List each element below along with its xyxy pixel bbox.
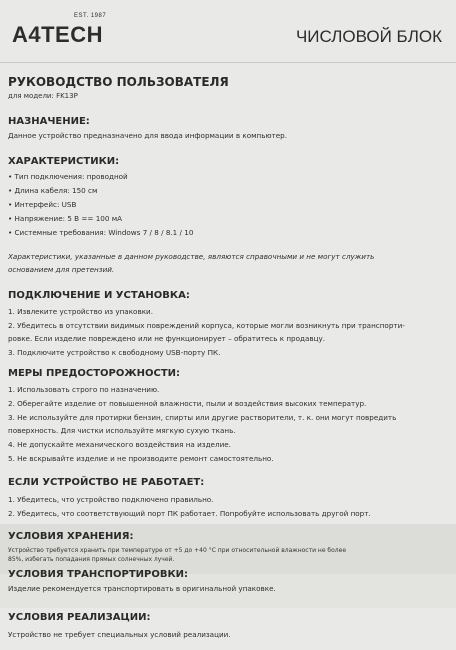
transport-heading: УСЛОВИЯ ТРАНСПОРТИРОВКИ: [8,569,189,580]
precaution-line: 3. Не используйте для протирки бензин, спирты или другие растворители, т. к. они могут повредить [8,413,397,422]
spec-item: • Напряжение: 5 В == 100 мА [8,214,122,223]
purpose-heading: НАЗНАЧЕНИЕ: [8,116,90,127]
purpose-text: Данное устройство предназначено для ввода информации в компьютер. [8,131,287,140]
troubleshoot-line: 1. Убедитесь, что устройство подключено правильно. [8,495,214,504]
spec-item: • Системные требования: Windows 7 / 8 / 8.1 / 10 [8,228,193,237]
precaution-line: 5. Не вскрывайте изделие и не производите ремонт самостоятельно. [8,454,274,463]
storage-heading: УСЛОВИЯ ХРАНЕНИЯ: [8,531,134,542]
precaution-line: 2. Оберегайте изделие от повышенной влажности, пыли и воздействия высоких температур. [8,399,367,408]
logo-text: A4TECH [12,22,104,47]
install-line: 2. Убедитесь в отсутствии видимых повреждений корпуса, которые могли возникнуть при транспорти- [8,321,405,330]
spec-item: • Тип подключения: проводной [8,172,128,181]
document-title: ЧИСЛОВОЙ БЛОК [295,27,442,46]
header [0,0,456,63]
specs-heading: ХАРАКТЕРИСТИКИ: [8,156,120,167]
manual-title: РУКОВОДСТВО ПОЛЬЗОВАТЕЛЯ [8,75,229,89]
precaution-line: 4. Не допускайте механического воздействия на изделие. [8,440,231,449]
storage-line2: 85%, избегать попадания прямых солнечных лучей. [8,556,175,563]
storage-line1: Устройство требуется хранить при температуре от +5 до +40 °С при относительной влажности не более [8,547,347,554]
precaution-line: 1. Использовать строго по назначению. [8,385,160,394]
precautions-heading: МЕРЫ ПРЕДОСТОРОЖНОСТИ: [8,368,181,379]
sale-heading: УСЛОВИЯ РЕАЛИЗАЦИИ: [8,612,151,623]
sale-text: Устройство не требует специальных условий реализации. [8,630,231,639]
precaution-line: поверхность. Для чистки используйте мягкую сухую ткань. [8,426,236,435]
specs-note-line2: основанием для претензий. [8,265,115,274]
troubleshoot-heading: ЕСЛИ УСТРОЙСТВО НЕ РАБОТАЕТ: [8,477,205,488]
model-line: для модели: FK13P [8,92,78,100]
brand-logo [12,13,107,48]
install-heading: ПОДКЛЮЧЕНИЕ И УСТАНОВКА: [8,290,190,301]
spec-item: • Длина кабеля: 150 см [8,186,97,195]
install-line: 1. Извлеките устройство из упаковки. [8,307,153,316]
specs-note-line1: Характеристики, указанные в данном руководстве, являются справочными и не могут служить [8,252,375,261]
logo-est: EST. 1987 [74,13,107,19]
troubleshoot-line: 2. Убедитесь, что соответствующий порт ПК работает. Попробуйте использовать другой порт. [8,509,371,518]
install-line: ровке. Если изделие повреждено или не функционирует – обратитесь к продавцу. [8,334,326,343]
transport-text: Изделие рекомендуется транспортировать в оригинальной упаковке. [8,584,276,593]
spec-item: • Интерфейс: USB [8,200,76,209]
install-line: 3. Подключите устройство к свободному USB-порту ПК. [8,348,221,357]
